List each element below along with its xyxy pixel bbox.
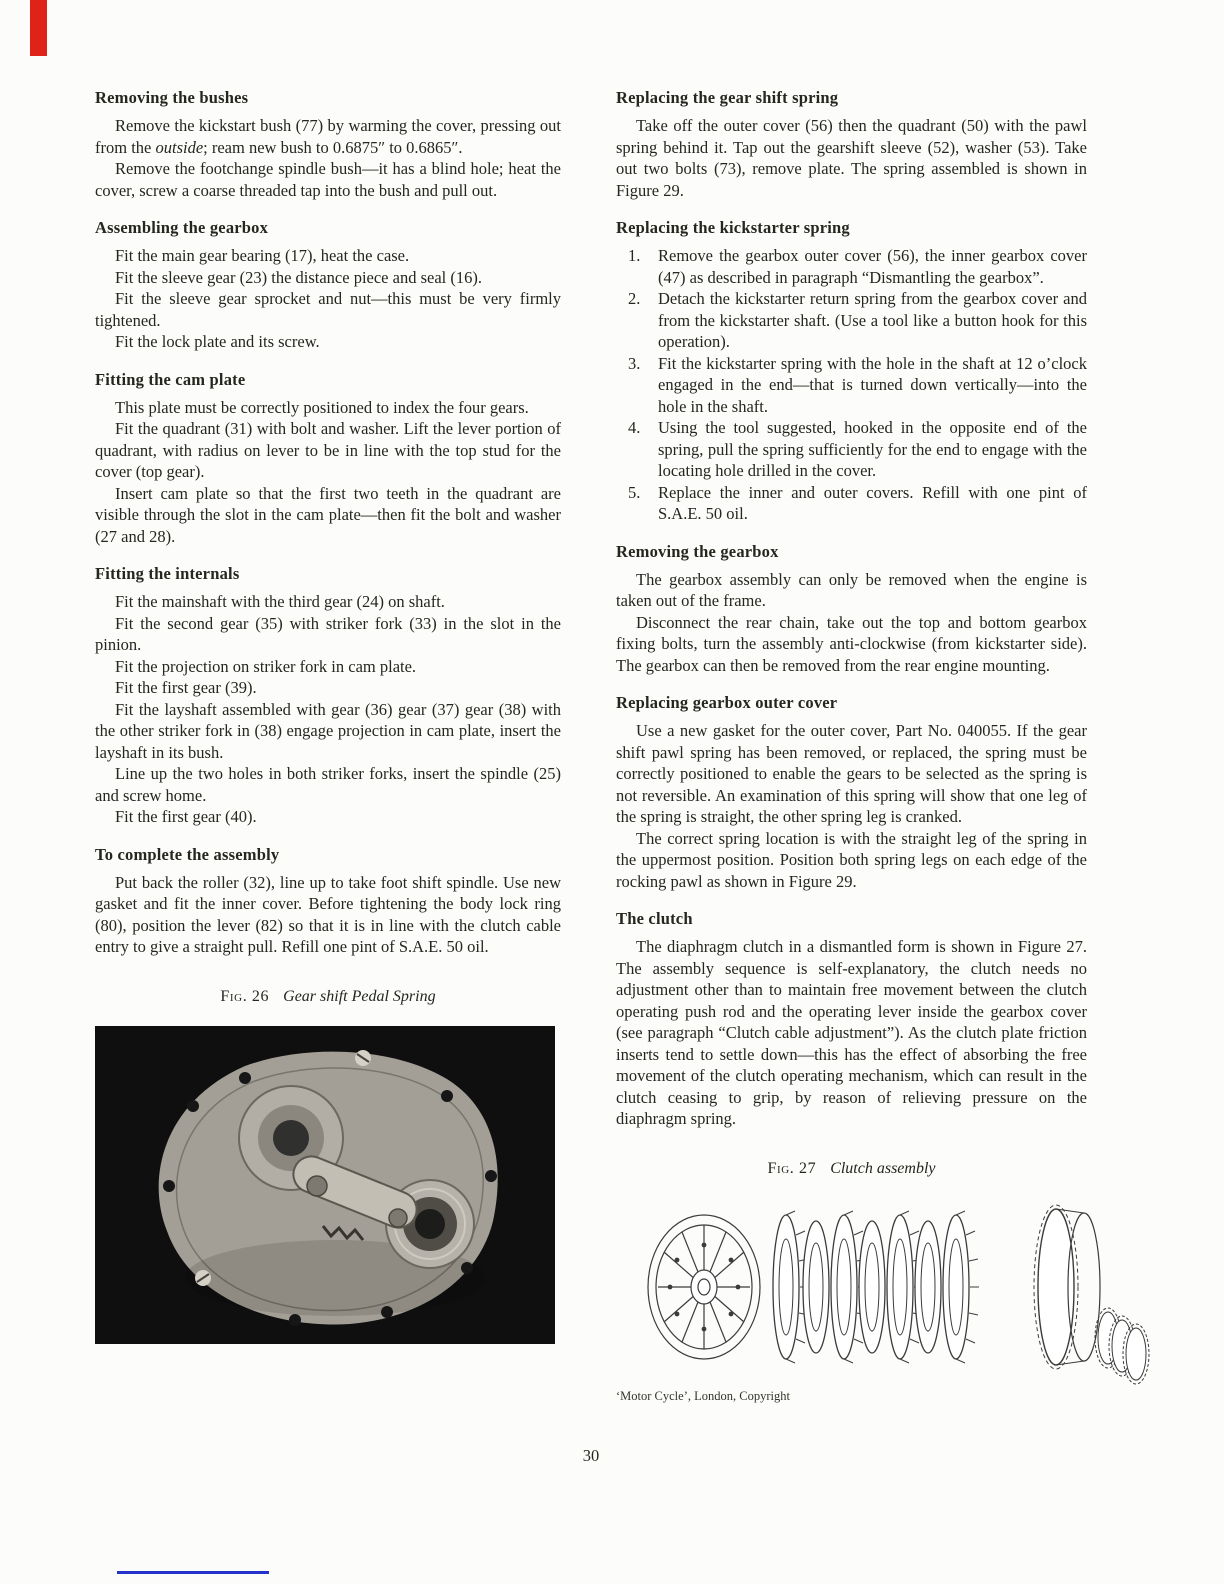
section-heading: Replacing the gear shift spring — [616, 88, 839, 107]
left-column — [95, 88, 561, 1404]
section-heading: Fitting the cam plate — [95, 369, 246, 389]
section-replacing-kickstarter-spring — [616, 218, 1087, 525]
figure-27 — [616, 1160, 1087, 1404]
paragraph: Put back the roller (32), line up to take foot shift spindle. Use new gasket and fit the inner cover. Before tightening the body lock ring (80), position the lever (82) so that it is in line with the clutch cable entry to give a straight pull. Refill one pint of S.A.E. 50 oil. — [95, 872, 561, 956]
red-registration-mark — [30, 0, 47, 56]
page-columns — [95, 88, 1087, 1404]
paragraph: The diaphragm clutch in a dismantled form is shown in Figure 27. The assembly sequence is self-explanatory, the clutch needs no adjustment other than to maintain free movement between the clutch operating push rod and the operating lever inside the gearbox cover (see paragraph “Clutch cable adjustment”). As the clutch plate friction inserts tend to settle down—this has the effect of absorbing the free movement of the clutch operating mechanism, which can result in the clutch ceasing to grip, by reason of relieving pressure on the diaphragm spring. — [616, 937, 1087, 1128]
kickstarter-spring-steps — [616, 245, 1087, 525]
list-item: Remove the gearbox outer cover (56), the inner gearbox cover (47) as described in paragraph “Dismantling the gearbox”. — [658, 246, 1087, 287]
paragraph: Fit the first gear (40). — [115, 807, 257, 826]
page-number: 30 — [582, 1446, 600, 1465]
paragraph — [95, 115, 561, 158]
section-replacing-gearbox-outer-cover — [616, 693, 1087, 892]
section-the-clutch — [616, 909, 1087, 1130]
paragraph-emphasis: outside — [155, 137, 204, 157]
list-item: Detach the kickstarter return spring from the gearbox cover and from the kickstarter shaft. (Use a tool like a button hook for this operation). — [658, 289, 1087, 351]
paragraph: Fit the projection on striker fork in cam plate. — [115, 656, 417, 676]
paragraph: Line up the two holes in both striker forks, insert the spindle (25) and screw home. — [95, 764, 561, 805]
paragraph: This plate must be correctly positioned to index the four gears. — [115, 397, 529, 417]
paragraph: Use a new gasket for the outer cover, Part No. 040055. If the gear shift pawl spring has been removed, or replaced, the spring must be correctly positioned to enable the gears to be selected as the spring is not reversible. An examination of this spring will show that one leg of the spring is straight, the other spring leg is cranked. — [616, 721, 1087, 826]
paragraph: Take off the outer cover (56) then the quadrant (50) with the pawl spring behind it. Tap out the gearshift sleeve (52), washer (53). Take out two bolts (73), remove plate. The spring assembled is shown in Figure 29. — [616, 116, 1087, 200]
section-heading: The clutch — [616, 909, 693, 928]
gearbox-cover-photo — [95, 1026, 555, 1344]
section-heading: To complete the assembly — [95, 844, 280, 864]
section-removing-the-gearbox — [616, 542, 1087, 677]
section-heading: Removing the bushes — [95, 88, 249, 107]
paragraph: The correct spring location is with the straight leg of the spring in the uppermost position. Position both spring legs on each edge of the rocking pawl as shown in Figure 29. — [616, 828, 1087, 891]
list-item: Fit the kickstarter spring with the hole in the shaft at 12 o’clock engaged in the end—that is turned down vertically—into the hole in the shaft. — [658, 353, 1087, 416]
paragraph: Insert cam plate so that the first two teeth in the quadrant are visible through the slot in the cam plate—then fit the bolt and washer (27 and 28). — [95, 483, 561, 546]
paragraph: Fit the sleeve gear (23) the distance piece and seal (16). — [115, 267, 482, 287]
section-heading: Removing the gearbox — [616, 541, 779, 561]
section-heading: Fitting the internals — [95, 564, 240, 583]
paragraph: Fit the main gear bearing (17), heat the case. — [115, 246, 410, 265]
paragraph-text: ; ream new bush to 0.6875″ to 0.6865″. — [203, 137, 463, 157]
figure-title: Gear shift Pedal Spring — [283, 987, 436, 1005]
figure-27-caption — [616, 1160, 1087, 1178]
figure-26 — [95, 988, 561, 1344]
blue-underline-mark — [117, 1571, 269, 1574]
paragraph: Fit the sleeve gear sprocket and nut—this must be very firmly tightened. — [95, 289, 561, 330]
right-column — [616, 88, 1087, 1404]
section-heading: Replacing gearbox outer cover — [616, 693, 838, 712]
clutch-assembly-drawing — [616, 1190, 1151, 1385]
section-heading: Replacing the kickstarter spring — [616, 218, 850, 237]
paragraph: Fit the first gear (39). — [115, 678, 257, 697]
section-replacing-gear-shift-spring — [616, 88, 1087, 201]
figure-title: Clutch assembly — [830, 1159, 936, 1177]
list-item: Using the tool suggested, hooked in the opposite end of the spring, pull the spring sufficiently for the end to engage with the locating hole drilled in the cover. — [658, 418, 1087, 480]
figure-label: Fig. 27 — [767, 1159, 817, 1177]
section-assembling-the-gearbox — [95, 218, 561, 353]
paragraph: The gearbox assembly can only be removed when the engine is taken out of the frame. — [616, 569, 1087, 610]
paragraph: Remove the footchange spindle bush—it has a blind hole; heat the cover, screw a coarse threaded tap into the bush and pull out. — [95, 159, 561, 200]
section-fitting-the-cam-plate — [95, 370, 561, 548]
paragraph: Fit the lock plate and its screw. — [115, 332, 320, 351]
paragraph: Fit the second gear (35) with striker fork (33) in the slot in the pinion. — [95, 613, 561, 654]
section-fitting-the-internals — [95, 564, 561, 828]
figure-label: Fig. 26 — [220, 987, 270, 1005]
paragraph: Fit the layshaft assembled with gear (36) gear (37) gear (38) with the other striker fork in (38) engage projection in cam plate, insert the layshaft in its bush. — [95, 699, 561, 762]
section-removing-the-bushes — [95, 88, 561, 201]
list-item: Replace the inner and outer covers. Refill with one pint of S.A.E. 50 oil. — [658, 482, 1087, 523]
paragraph: Fit the mainshaft with the third gear (24) on shaft. — [115, 592, 445, 611]
section-to-complete-the-assembly — [95, 845, 561, 958]
paragraph-text: Remove the kickstart bush (77) by warming the cover, pressing out from the — [95, 116, 561, 157]
section-heading: Assembling the gearbox — [95, 218, 269, 237]
figure-26-caption — [95, 988, 561, 1006]
paragraph: Fit the quadrant (31) with bolt and washer. Lift the lever portion of quadrant, with radius on lever to be in line with the top stud for the cover (top gear). — [95, 419, 561, 481]
figure-credit: ‘Motor Cycle’, London, Copyright — [616, 1388, 790, 1403]
paragraph: Disconnect the rear chain, take out the top and bottom gearbox fixing bolts, turn the assembly anti-clockwise (from kickstarter side). The gearbox can then be removed from the rear engine mounting. — [616, 612, 1087, 675]
